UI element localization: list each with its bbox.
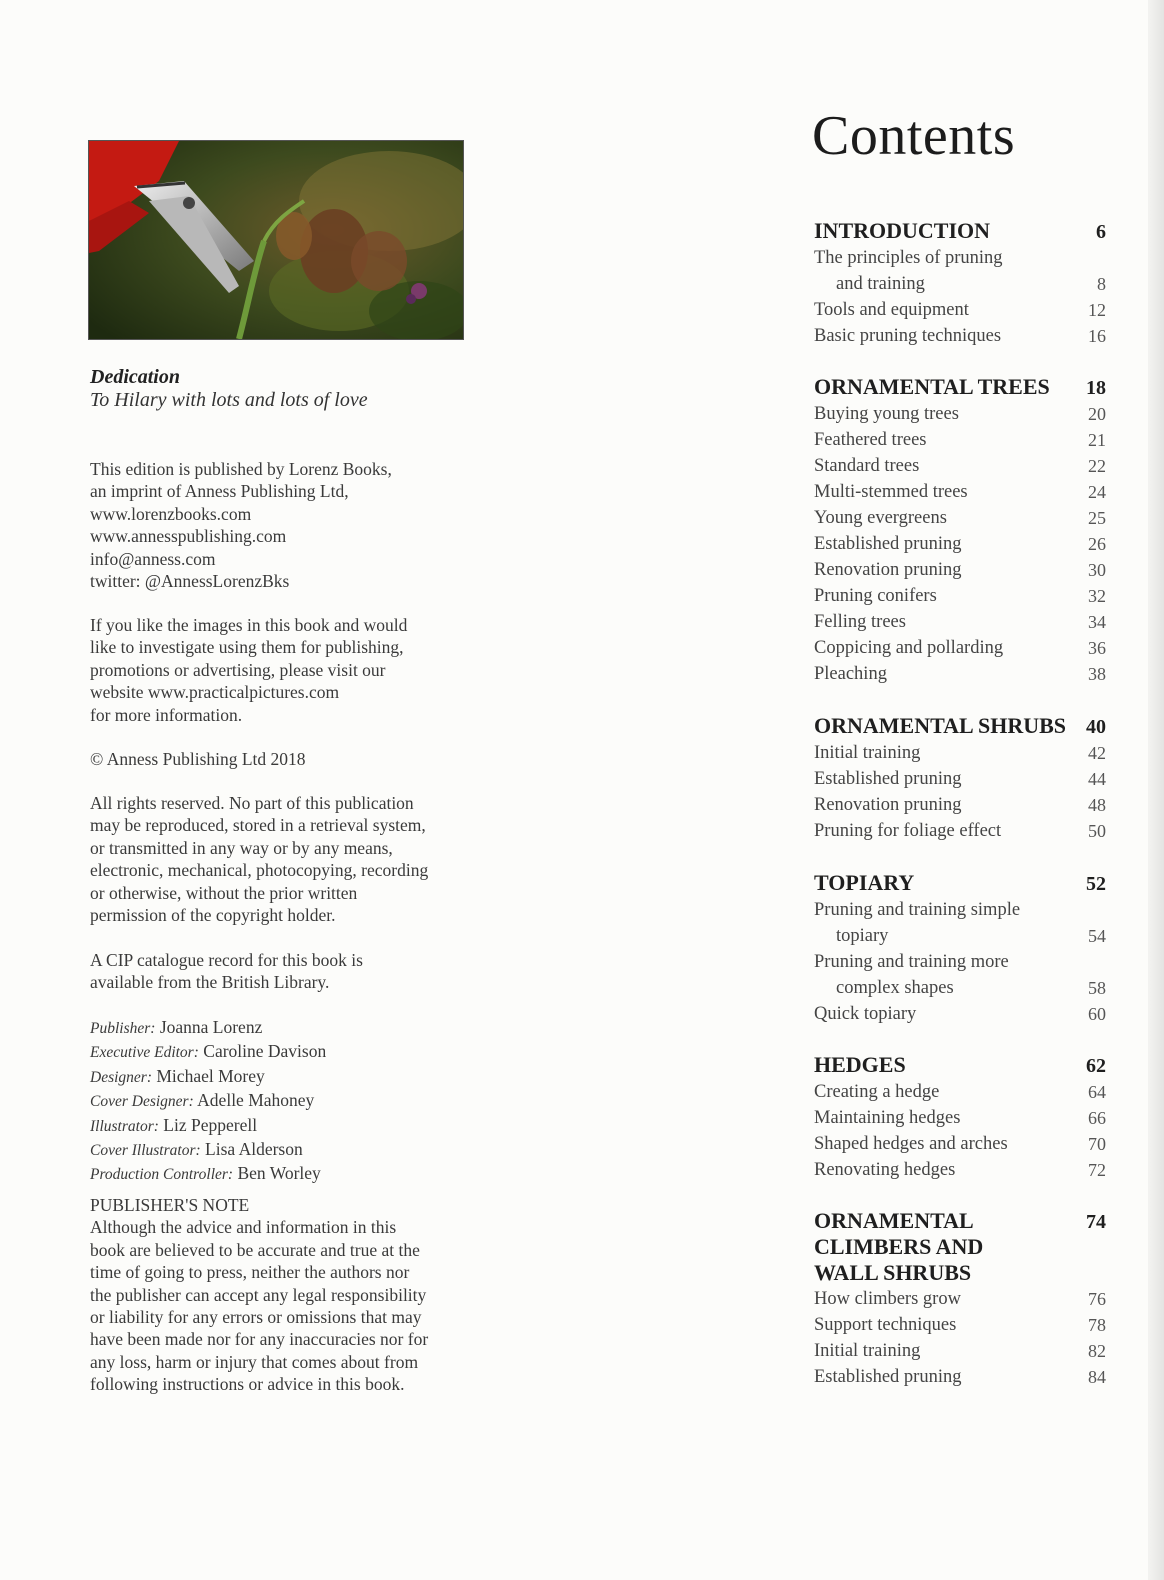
publisher-line: an imprint of Anness Publishing Ltd,	[90, 481, 349, 502]
toc-item-title: Tools and equipment	[814, 300, 969, 320]
publisher-info	[90, 458, 510, 592]
toc-item[interactable]	[814, 609, 1106, 635]
toc-item-title: Maintaining hedges	[814, 1108, 961, 1128]
toc-item-title: Pleaching	[814, 664, 887, 684]
toc-item-title: Buying young trees	[814, 404, 959, 424]
credit-name: Joanna Lorenz	[159, 1017, 263, 1037]
toc-page-number: 40	[1086, 716, 1106, 738]
toc-item-title: Standard trees	[814, 456, 920, 476]
toc-item-title: Initial training	[814, 1341, 921, 1361]
credits	[90, 1016, 510, 1187]
credit-role: Publisher:	[90, 1020, 156, 1037]
toc-item[interactable]	[814, 531, 1106, 557]
credit-row	[90, 1114, 510, 1138]
credit-name: Ben Worley	[237, 1163, 321, 1184]
toc-item-title: Established pruning	[814, 769, 962, 789]
toc-page-number: 62	[1086, 1055, 1106, 1077]
toc-item[interactable]	[814, 505, 1106, 531]
toc-item-title-line: topiary	[836, 926, 889, 946]
rights-line: or transmitted in any way or by any means,	[90, 837, 393, 858]
toc-item[interactable]	[814, 1286, 1106, 1312]
toc-page-number: 76	[1088, 1289, 1106, 1309]
toc-item[interactable]	[814, 453, 1106, 479]
toc-section	[814, 1208, 1106, 1390]
toc-section-heading[interactable]	[814, 870, 1106, 897]
credit-row	[90, 1162, 510, 1186]
toc-section-heading[interactable]	[814, 1052, 1106, 1079]
toc-item[interactable]	[814, 1001, 1106, 1027]
toc-item-title: Renovating hedges	[814, 1160, 956, 1180]
toc-page-number: 74	[1086, 1211, 1106, 1233]
publisher-website-link[interactable]: www.annesspublishing.com	[90, 526, 287, 547]
toc-page-number: 8	[1097, 274, 1106, 294]
toc-item[interactable]	[814, 949, 1106, 1001]
toc-item-title-line: Pruning and training simple	[814, 900, 1021, 920]
toc-page-number: 52	[1086, 873, 1106, 895]
credit-name: Michael Morey	[156, 1065, 265, 1086]
toc-item-title: Basic pruning techniques	[814, 326, 1002, 346]
publisher-line: This edition is published by Lorenz Books,	[90, 459, 392, 479]
toc-page-number: 66	[1088, 1108, 1106, 1128]
note-line: or liability for any errors or omissions that may	[90, 1307, 422, 1328]
toc-item-title: Shaped hedges and arches	[814, 1134, 1008, 1154]
credit-row	[90, 1016, 510, 1040]
toc-item[interactable]	[814, 1312, 1106, 1338]
toc-page-number: 84	[1088, 1367, 1106, 1387]
toc-page-number: 58	[1088, 978, 1106, 998]
credit-row	[90, 1040, 510, 1064]
toc-page-number: 54	[1088, 926, 1106, 946]
toc-item[interactable]	[814, 479, 1106, 505]
credit-name: Lisa Alderson	[205, 1139, 303, 1160]
toc-page-number: 12	[1088, 300, 1106, 320]
page-edge-shadow	[1148, 0, 1164, 1580]
toc-item-title	[814, 245, 1003, 297]
note-line: following instructions or advice in this book.	[90, 1374, 405, 1395]
cip-line: A CIP catalogue record for this book is	[90, 950, 363, 970]
notice-line: like to investigate using them for publishing,	[90, 637, 404, 658]
credit-name: Adelle Mahoney	[197, 1090, 315, 1111]
note-line: any loss, harm or injury that comes about from	[90, 1351, 419, 1372]
toc-item-title	[814, 897, 1020, 949]
toc-page-number: 38	[1088, 664, 1106, 684]
toc-page-number: 16	[1088, 326, 1106, 346]
toc-page-number: 72	[1088, 1160, 1106, 1180]
toc-section-title: INTRODUCTION	[814, 218, 991, 243]
toc-section-heading[interactable]	[814, 374, 1106, 401]
credit-row	[90, 1138, 510, 1162]
copyright: © Anness Publishing Ltd 2018	[90, 749, 306, 769]
toc-item[interactable]	[814, 766, 1106, 792]
toc-item[interactable]	[814, 1131, 1106, 1157]
toc-item[interactable]	[814, 1157, 1106, 1183]
credit-name: Liz Pepperell	[163, 1114, 258, 1135]
toc-item[interactable]	[814, 401, 1106, 427]
toc-item[interactable]	[814, 635, 1106, 661]
toc-item-title: Coppicing and pollarding	[814, 638, 1004, 658]
toc-item-title: Feathered trees	[814, 430, 927, 450]
toc-item-title: Renovation pruning	[814, 795, 962, 815]
publisher-email-link[interactable]: info@anness.com	[90, 548, 216, 569]
toc-page-number: 21	[1088, 430, 1106, 450]
rights-line: may be reproduced, stored in a retrieval system,	[90, 815, 426, 836]
toc-page-number: 6	[1096, 221, 1106, 243]
toc-item-title: How climbers grow	[814, 1289, 961, 1309]
toc-item[interactable]	[814, 297, 1106, 323]
toc-item-title: Felling trees	[814, 612, 906, 632]
toc-section	[814, 713, 1106, 844]
toc-item-title: Initial training	[814, 743, 921, 763]
toc-item[interactable]	[814, 1079, 1106, 1105]
toc-page-number: 26	[1088, 534, 1106, 554]
note-line: have been made nor for any inaccuracies nor for	[90, 1329, 429, 1350]
contents-title: Contents	[812, 105, 1016, 167]
toc-page-number: 24	[1088, 482, 1106, 502]
toc-page-number: 44	[1088, 769, 1106, 789]
credit-role: Executive Editor:	[90, 1044, 199, 1062]
rights-line: electronic, mechanical, photocopying, recording	[90, 860, 429, 881]
toc-item[interactable]	[814, 897, 1106, 949]
toc-section-heading[interactable]	[814, 713, 1106, 740]
toc-item[interactable]	[814, 1364, 1106, 1390]
toc-section-title: ORNAMENTAL CLIMBERS AND WALL SHRUBS	[814, 1208, 984, 1285]
toc-item-title: Young evergreens	[814, 508, 947, 528]
toc-section	[814, 218, 1106, 349]
toc-item-title-line: complex shapes	[836, 978, 954, 998]
toc-page-number: 64	[1088, 1082, 1106, 1102]
credit-row	[90, 1089, 510, 1113]
toc-section	[814, 1052, 1106, 1183]
credit-role: Production Controller:	[90, 1166, 234, 1184]
toc-page-number: 48	[1088, 795, 1106, 815]
note-line: book are believed to be accurate and true at the	[90, 1239, 420, 1260]
publisher-twitter-handle: twitter: @AnnessLorenzBks	[90, 571, 290, 592]
dedication-title: Dedication	[90, 366, 180, 388]
notice-line: for more information.	[90, 704, 243, 725]
toc-page-number: 32	[1088, 586, 1106, 606]
toc-item[interactable]	[814, 1105, 1106, 1131]
credit-role: Designer:	[90, 1068, 152, 1086]
toc-item[interactable]	[814, 1338, 1106, 1364]
toc-item-title-line: and training	[836, 274, 925, 294]
toc-page-number: 82	[1088, 1341, 1106, 1361]
toc-item-title: Established pruning	[814, 534, 962, 554]
toc-item[interactable]	[814, 583, 1106, 609]
toc-section-title: ORNAMENTAL SHRUBS	[814, 713, 1067, 738]
toc-item-title: Quick topiary	[814, 1004, 917, 1024]
credit-role: Cover Illustrator:	[90, 1142, 201, 1160]
note-line: time of going to press, neither the authors nor	[90, 1262, 410, 1283]
rights-line: or otherwise, without the prior written	[90, 882, 358, 903]
toc-item[interactable]	[814, 792, 1106, 818]
toc-page-number: 22	[1088, 456, 1106, 476]
rights-line: permission of the copyright holder.	[90, 905, 336, 926]
credit-role: Illustrator:	[90, 1117, 159, 1135]
credit-row	[90, 1065, 510, 1089]
images-notice	[90, 614, 510, 726]
toc-item[interactable]	[814, 818, 1106, 844]
toc-section	[814, 870, 1106, 1027]
toc-item[interactable]	[814, 323, 1106, 349]
toc-section-title: TOPIARY	[814, 870, 915, 895]
rights-line: All rights reserved. No part of this publication	[90, 793, 414, 813]
toc-section-title: ORNAMENTAL TREES	[814, 374, 1050, 399]
toc-item-title: Pruning conifers	[814, 586, 937, 606]
cip-line: available from the British Library.	[90, 972, 330, 993]
toc-item-title: Support techniques	[814, 1315, 957, 1335]
toc-item[interactable]	[814, 245, 1106, 297]
toc-item-title: Renovation pruning	[814, 560, 962, 580]
credit-role: Cover Designer:	[90, 1093, 194, 1111]
toc-page-number: 30	[1088, 560, 1106, 580]
toc-section-title: HEDGES	[814, 1052, 906, 1077]
toc-item-title: Multi-stemmed trees	[814, 482, 968, 502]
toc-section	[814, 374, 1106, 687]
toc-page-number: 18	[1086, 377, 1106, 399]
note-line: the publisher can accept any legal responsibility	[90, 1284, 427, 1305]
toc-item[interactable]	[814, 427, 1106, 453]
notice-line: website www.practicalpictures.com	[90, 682, 340, 703]
toc-item[interactable]	[814, 740, 1106, 766]
toc-section-heading[interactable]	[814, 1208, 1106, 1286]
toc-section-heading[interactable]	[814, 218, 1106, 245]
publishers-note-heading: PUBLISHER'S NOTE	[90, 1195, 250, 1215]
toc-page-number: 50	[1088, 821, 1106, 841]
toc-page-number: 34	[1088, 612, 1106, 632]
toc-item-title-line: The principles of pruning	[814, 248, 1003, 268]
toc-item-title-line: Pruning and training more	[814, 952, 1009, 972]
toc-page-number: 70	[1088, 1134, 1106, 1154]
cip-notice	[90, 949, 510, 994]
notice-line: promotions or advertising, please visit our	[90, 659, 386, 680]
toc-page-number: 36	[1088, 638, 1106, 658]
notice-line: If you like the images in this book and would	[90, 615, 408, 635]
publishers-note	[90, 1194, 510, 1396]
credit-name: Caroline Davison	[203, 1041, 327, 1062]
toc-page-number: 42	[1088, 743, 1106, 763]
toc-page-number: 78	[1088, 1315, 1106, 1335]
pruning-photo	[88, 140, 464, 340]
dedication-text: To Hilary with lots and lots of love	[90, 389, 368, 411]
toc-item-title: Creating a hedge	[814, 1082, 940, 1102]
toc-page-number: 20	[1088, 404, 1106, 424]
toc-item[interactable]	[814, 557, 1106, 583]
toc-page-number: 60	[1088, 1004, 1106, 1024]
toc-item-title	[814, 949, 1009, 1001]
publisher-website-link[interactable]: www.lorenzbooks.com	[90, 503, 252, 524]
toc-item[interactable]	[814, 661, 1106, 687]
note-line: Although the advice and information in this	[90, 1217, 397, 1238]
toc-item-title: Pruning for foliage effect	[814, 821, 1002, 841]
toc-page-number: 25	[1088, 508, 1106, 528]
toc-item-title: Established pruning	[814, 1367, 962, 1387]
rights-statement	[90, 792, 510, 926]
